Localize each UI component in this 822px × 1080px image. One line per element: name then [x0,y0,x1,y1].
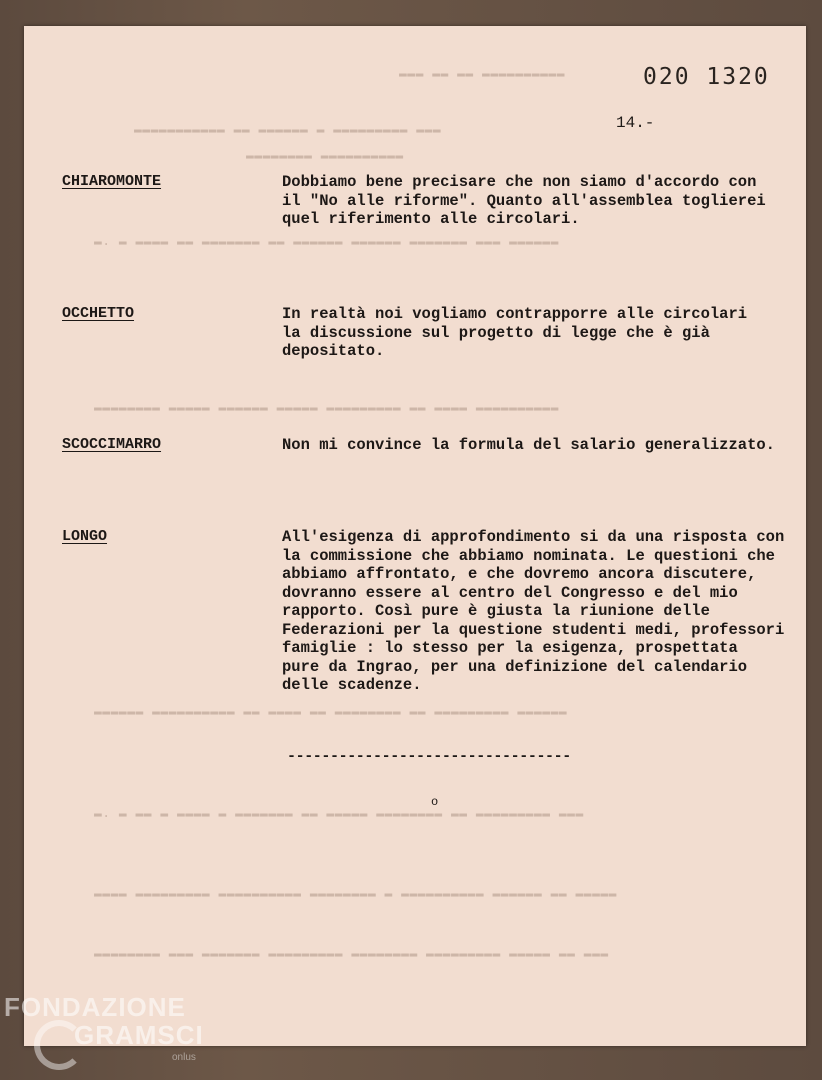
separator-line: --------------------------------- [287,748,571,765]
page-number: 14.- [616,114,655,132]
speaker-name: LONGO [62,528,108,545]
speaker-name: SCOCCIMARRO [62,436,162,453]
speech-text: Dobbiamo bene precisare che non siamo d'accordo con il "No alle riforme". Quanto all'assemblea toglierei quel riferimento alle circolari. [282,173,766,228]
bleed-through-text: ▬▬▬▬▬▬▬▬▬▬▬ ▬▬ ▬▬▬▬▬▬ ▬ ▬▬▬▬▬▬▬▬▬ ▬▬▬ [134,122,442,137]
bleed-through-text: ▬. ▬ ▬▬▬▬ ▬▬ ▬▬▬▬▬▬▬ ▬▬ ▬▬▬▬▬▬ ▬▬▬▬▬▬ ▬▬▬▬▬▬▬ ▬▬▬ ▬▬▬▬▬▬ [94,234,559,249]
speaker-name: CHIAROMONTE [62,173,162,190]
speaker-name: OCCHETTO [62,305,135,322]
bleed-through-text: ▬▬▬▬▬▬ ▬▬▬▬▬▬▬▬▬▬ ▬▬ ▬▬▬▬ ▬▬ ▬▬▬▬▬▬▬▬ ▬▬ ▬▬▬▬▬▬▬▬▬ ▬▬▬▬▬▬ [94,704,568,719]
watermark-suffix: onlus [172,1052,196,1063]
speech-text: In realtà noi vogliamo contrapporre alle circolari la discussione sul progetto di legge che è già depositato. [282,305,748,360]
bleed-through-text: ▬▬▬▬▬▬▬▬ ▬▬▬ ▬▬▬▬▬▬▬ ▬▬▬▬▬▬▬▬▬ ▬▬▬▬▬▬▬▬ ▬▬▬▬▬▬▬▬▬ ▬▬▬▬▬ ▬▬ ▬▬▬ [94,946,609,961]
bleed-through-text: ▬▬▬▬▬▬▬▬ ▬▬▬▬▬ ▬▬▬▬▬▬ ▬▬▬▬▬ ▬▬▬▬▬▬▬▬▬ ▬▬ ▬▬▬▬ ▬▬▬▬▬▬▬▬▬▬ [94,400,559,415]
speech-text: All'esigenza di approfondimento si da una risposta con la commissione che abbiamo nominata. Le questioni che abbiamo affrontato, e che dovremo ancora discutere, dovranno essere al centro del Congresso e del mio rapporto. Così pure è giusta la riunione delle Federazioni per la questione studenti medi, professori famiglie : lo stesso per la esigenza, prospettata pure da Ingrao, per una definizione del calendario delle scadenze. [282,528,785,694]
fondazione-gramsci-watermark [0,990,230,1080]
bleed-through-text: ▬▬▬ ▬▬ ▬▬ ▬▬▬▬▬▬▬▬▬▬ [399,66,566,81]
archive-number: 020 1320 [643,64,770,90]
speech-text: Non mi convince la formula del salario generalizzato. [282,436,775,454]
end-mark: o [431,795,439,809]
bleed-through-text: ▬▬▬▬ ▬▬▬▬▬▬▬▬▬ ▬▬▬▬▬▬▬▬▬▬ ▬▬▬▬▬▬▬▬ ▬ ▬▬▬▬▬▬▬▬▬▬ ▬▬▬▬▬▬ ▬▬ ▬▬▬▬▬ [94,886,617,901]
watermark-line1: FONDAZIONE [4,992,186,1022]
watermark-line2: GRAMSCI [74,1020,204,1050]
bleed-through-text: ▬. ▬ ▬▬ ▬ ▬▬▬▬ ▬ ▬▬▬▬▬▬▬ ▬▬ ▬▬▬▬▬ ▬▬▬▬▬▬▬▬ ▬▬ ▬▬▬▬▬▬▬▬▬ ▬▬▬ [94,806,584,821]
bleed-through-text: ▬▬▬▬▬▬▬▬ ▬▬▬▬▬▬▬▬▬▬ [246,148,404,163]
document-page [24,26,806,1046]
